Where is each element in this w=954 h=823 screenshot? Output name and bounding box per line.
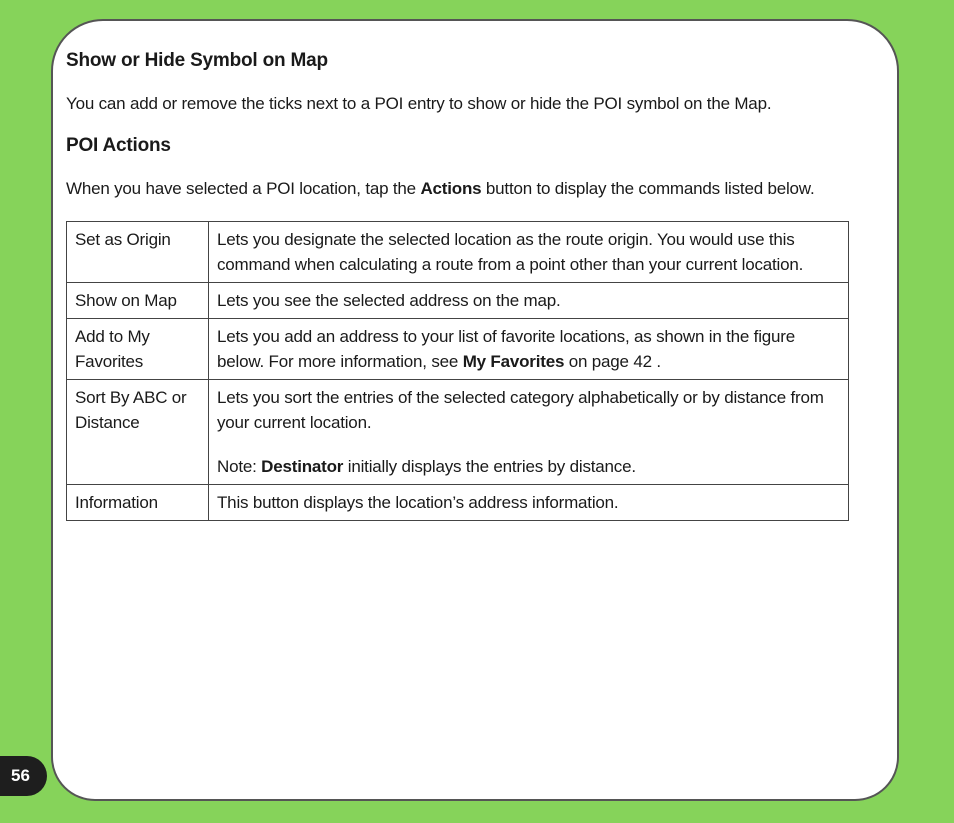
description-text-end: on page 42 . (564, 352, 661, 371)
note-bold-destinator: Destinator (261, 457, 344, 476)
table-row (67, 485, 849, 521)
note-text-end: initially displays the entries by distance. (343, 457, 636, 476)
table-row (67, 222, 849, 283)
command-cell: Add to My Favorites (67, 319, 209, 380)
section-intro-poi-actions (66, 176, 856, 201)
page-number-badge: 56 (0, 756, 47, 796)
intro-text-end: button to display the commands listed below. (481, 179, 815, 198)
command-cell: Information (67, 485, 209, 521)
description-cell (209, 380, 849, 485)
page-content (66, 48, 856, 521)
description-text: Lets you add an address to your list of favorite locations, as shown in the figure below. For more information, see (217, 327, 795, 371)
description-text: Lets you sort the entries of the selected category alphabetically or by distance from your current location. (217, 388, 824, 432)
description-bold-my-favorites: My Favorites (462, 352, 565, 371)
table-row (67, 319, 849, 380)
table-row (67, 380, 849, 485)
command-cell: Sort By ABC or Distance (67, 380, 209, 485)
description-cell: This button displays the location’s address information. (209, 485, 849, 521)
description-cell: Lets you designate the selected location as the route origin. You would use this command when calculating a route from a point other than your current location. (209, 222, 849, 283)
intro-text: When you have selected a POI location, tap the (66, 179, 421, 198)
section-heading-show-hide: Show or Hide Symbol on Map (66, 50, 328, 71)
command-cell: Set as Origin (67, 222, 209, 283)
description-cell: Lets you see the selected address on the map. (209, 283, 849, 319)
section-heading-poi-actions: POI Actions (66, 135, 171, 156)
note-text (217, 454, 840, 479)
poi-actions-table (66, 221, 849, 521)
table-row (67, 283, 849, 319)
intro-bold-actions: Actions (420, 179, 482, 198)
section-body-show-hide: You can add or remove the ticks next to a POI entry to show or hide the POI symbol on the Map. (66, 94, 772, 113)
note-prefix: Note: (217, 457, 262, 476)
description-cell (209, 319, 849, 380)
command-cell: Show on Map (67, 283, 209, 319)
